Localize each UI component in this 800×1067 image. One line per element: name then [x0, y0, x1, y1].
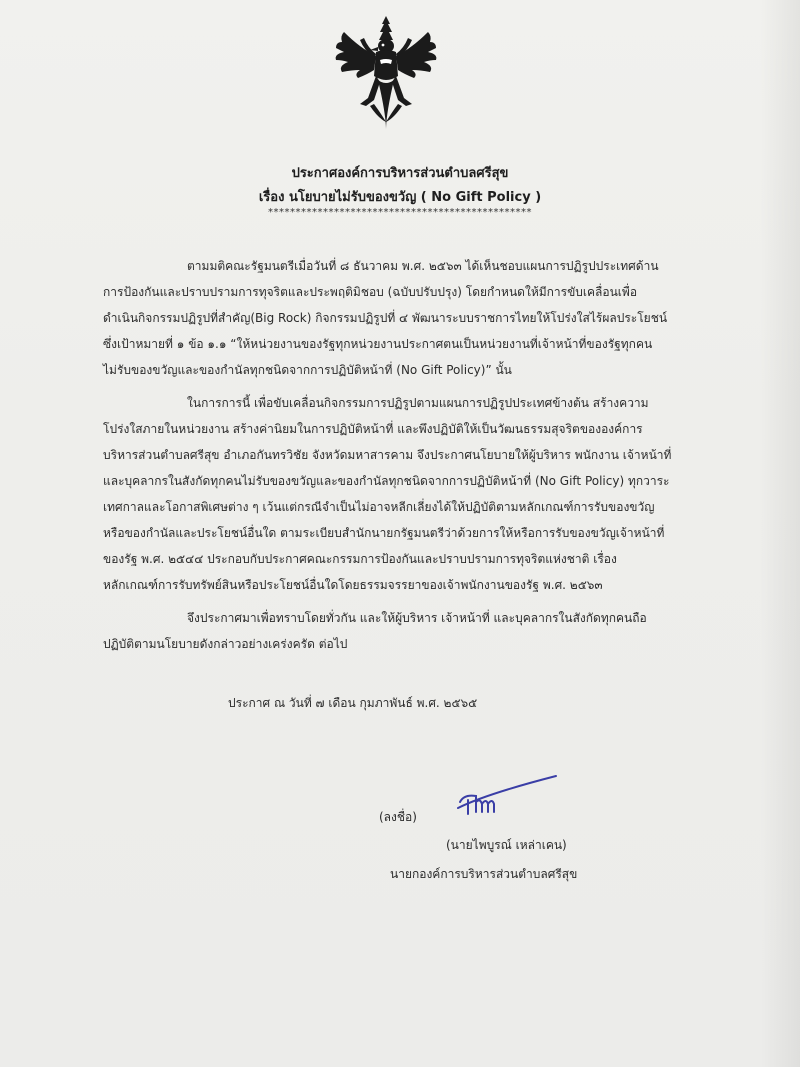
- separator-stars: ************************************************: [268, 207, 532, 218]
- paragraph-line: การป้องกันและปราบปรามการทุจริตและประพฤติมิชอบ (ฉบับปรับปรุง) โดยกำหนดให้มีการขับเคลื่อนเพื่อ: [103, 285, 638, 299]
- paragraph-line: และบุคลากรในสังกัดทุกคนไม่รับของขวัญและของกำนัลทุกชนิดจากการปฏิบัติหน้าที่ (No Gift Policy) ทุกวาระ: [103, 474, 670, 488]
- announcement-date: ประกาศ ณ วันที่ ๗ เดือน กุมภาพันธ์ พ.ศ. ๒๕๖๕: [228, 696, 478, 710]
- paragraph-line: หรือของกำนัลและประโยชน์อื่นใด ตามระเบียบสำนักนายกรัฐมนตรีว่าด้วยการให้หรือการรับของขวัญเจ้าหน้าที่: [103, 526, 665, 540]
- paper-shadow-edge: [760, 0, 800, 1067]
- paragraph-line: ตามมติคณะรัฐมนตรีเมื่อวันที่ ๘ ธันวาคม พ.ศ. ๒๕๖๓ ได้เห็นชอบแผนการปฏิรูปประเทศด้าน: [187, 259, 659, 273]
- paragraph-line: โปร่งใสภายในหน่วยงาน สร้างค่านิยมในการปฏิบัติหน้าที่ และพึงปฏิบัติให้เป็นวัฒนธรรมสุจริตขององค์การ: [103, 422, 643, 436]
- paragraph-line: บริหารส่วนตำบลศรีสุข อำเภอกันทรวิชัย จังหวัดมหาสารคาม จึงประกาศนโยบายให้ผู้บริหาร พนักงาน เจ้าหน้าที่: [103, 448, 672, 462]
- paragraph-line: หลักเกณฑ์การรับทรัพย์สินหรือประโยชน์อื่นใดโดยธรรมจรรยาของเจ้าพนักงานของรัฐ พ.ศ. ๒๕๖๓: [103, 578, 603, 592]
- garuda-emblem-icon: [330, 14, 442, 132]
- paragraph-line: ในการการนี้ เพื่อขับเคลื่อนกิจกรรมการปฏิรูปตามแผนการปฏิรูปประเทศข้างต้น สร้างความ: [187, 396, 649, 410]
- paragraph-line: ไม่รับของขวัญและของกำนัลทุกชนิดจากการปฏิบัติหน้าที่ (No Gift Policy)” นั้น: [103, 363, 512, 377]
- handwritten-signature: [446, 772, 561, 832]
- paragraph-line: จึงประกาศมาเพื่อทราบโดยทั่วกัน และให้ผู้บริหาร เจ้าหน้าที่ และบุคลากรในสังกัดทุกคนถือ: [187, 611, 647, 625]
- announcement-subject: เรื่อง นโยบายไม่รับของขวัญ ( No Gift Policy ): [258, 190, 542, 205]
- signer-name: (นายไพบูรณ์ เหล่าเคน): [446, 838, 567, 852]
- signer-position: นายกองค์การบริหารส่วนตำบลศรีสุข: [390, 867, 578, 881]
- paragraph-line: ปฏิบัติตามนโยบายดังกล่าวอย่างเคร่งครัด ต่อไป: [103, 637, 348, 651]
- signature-label: (ลงชื่อ): [379, 810, 417, 824]
- paragraph-line: ของรัฐ พ.ศ. ๒๕๔๔ ประกอบกับประกาศคณะกรรมการป้องกันและปราบปรามการทุจริตแห่งชาติ เรื่อง: [103, 552, 617, 566]
- announcement-org-title: ประกาศองค์การบริหารส่วนตำบลศรีสุข: [291, 166, 509, 181]
- paragraph-line: เทศกาลและโอกาสพิเศษต่าง ๆ เว้นแต่กรณีจำเป็นไม่อาจหลีกเลี่ยงได้ให้ปฏิบัติตามหลักเกณฑ์การรับของขวัญ: [103, 500, 655, 514]
- paragraph-line: ดำเนินกิจกรรมปฏิรูปที่สำคัญ(Big Rock) กิจกรรมปฏิรูปที่ ๔ พัฒนาระบบราชการไทยให้โปร่งใสไร้ผลประโยชน์: [103, 311, 668, 325]
- paragraph-line: ซึ่งเป้าหมายที่ ๑ ข้อ ๑.๑ “ให้หน่วยงานของรัฐทุกหน่วยงานประกาศตนเป็นหน่วยงานที่เจ้าหน้าที่ของรัฐทุกคน: [103, 337, 653, 351]
